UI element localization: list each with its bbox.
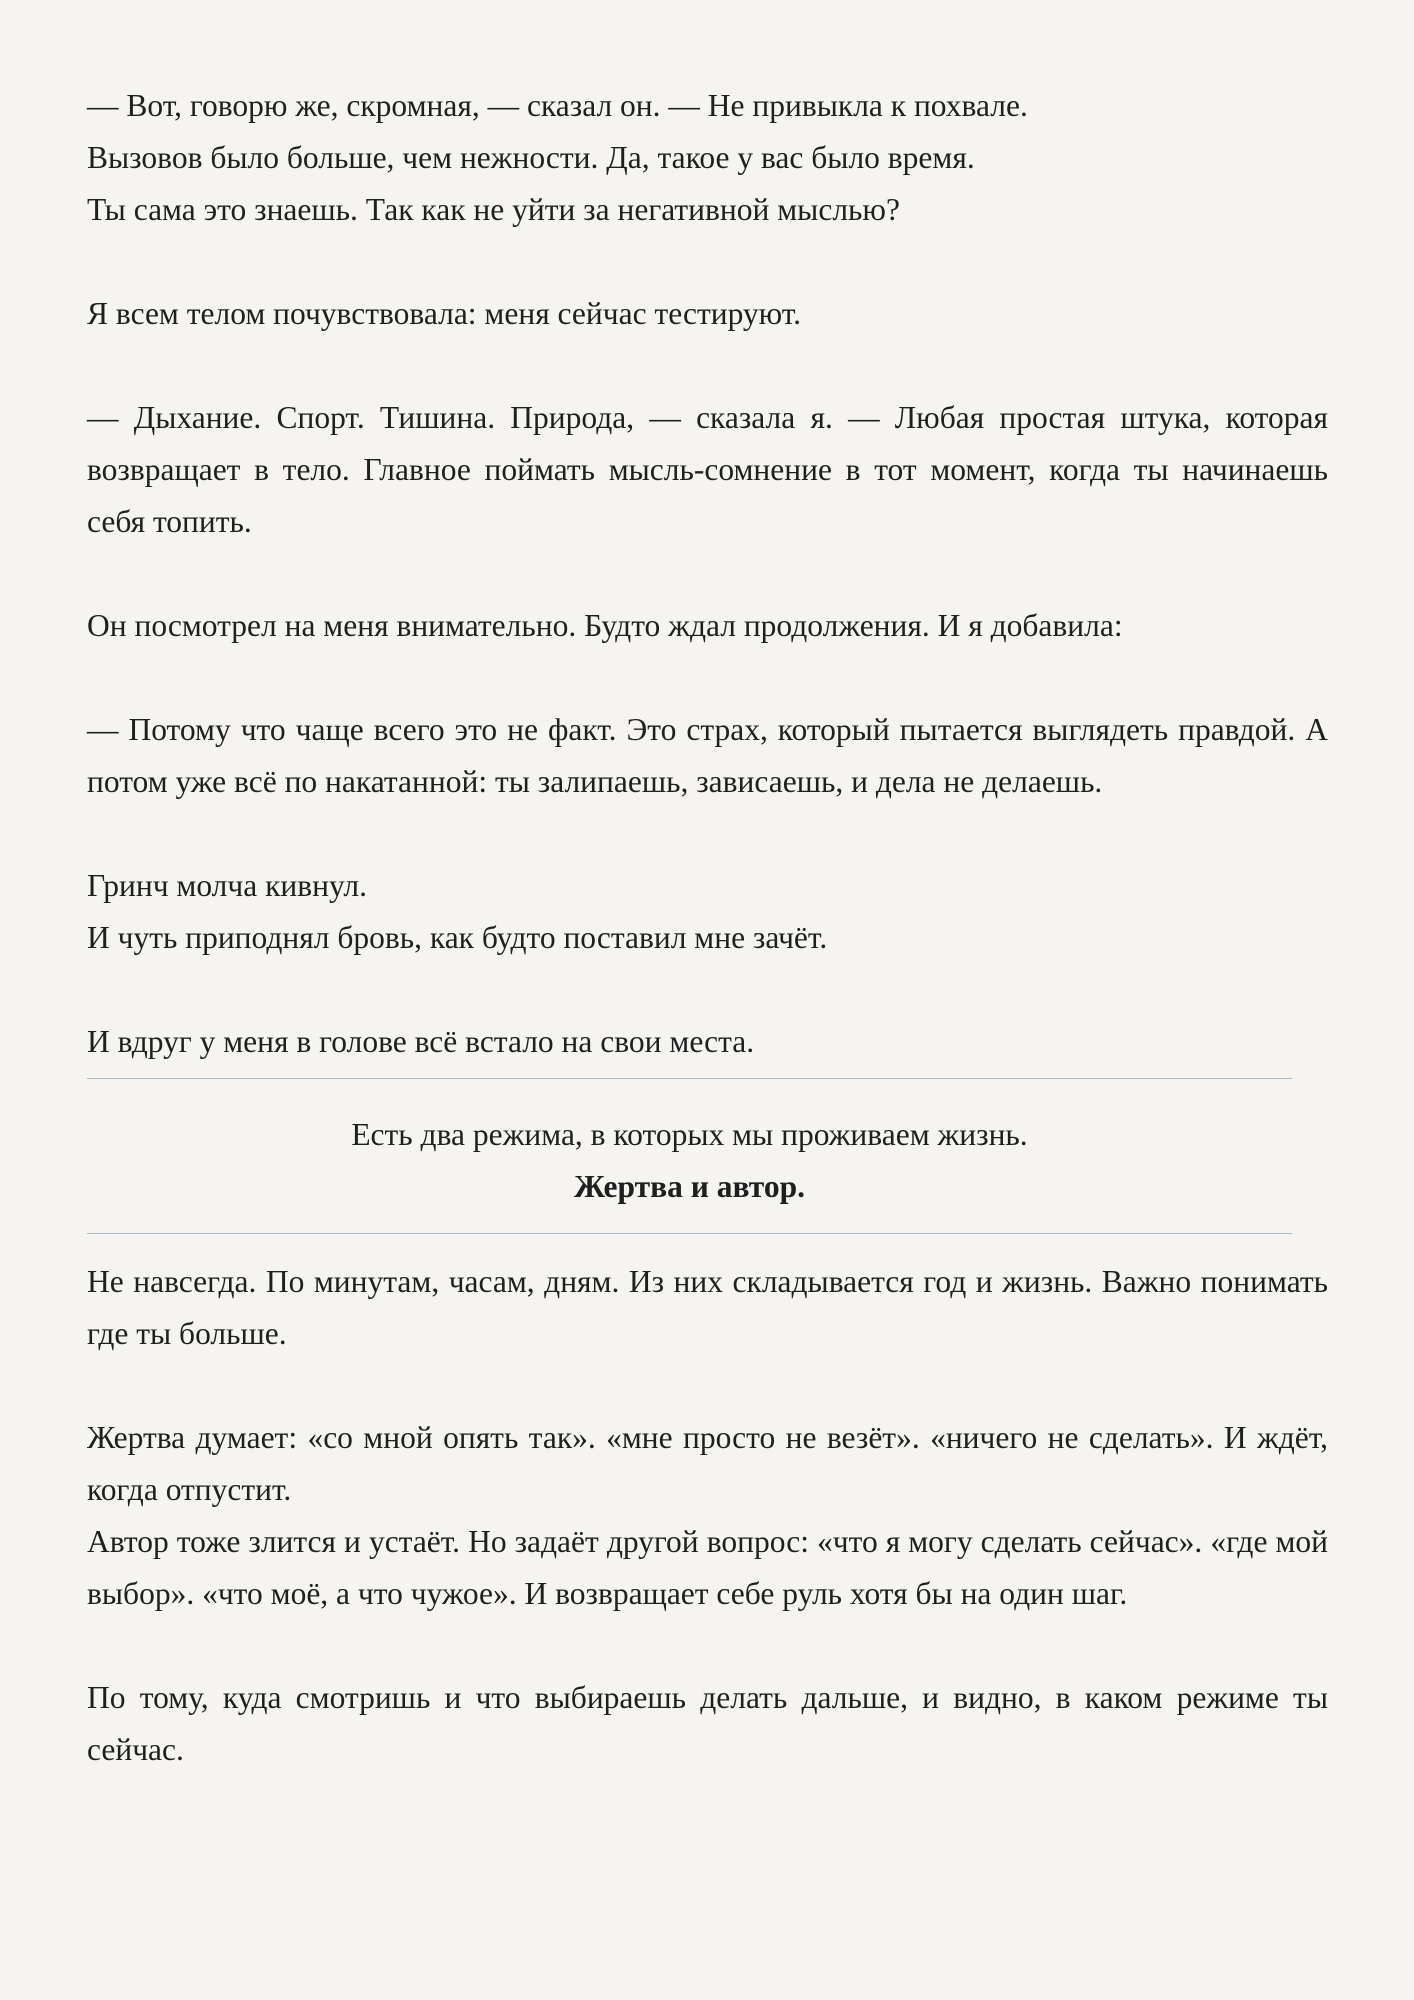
paragraph-breathing: — Дыхание. Спорт. Тишина. Природа, — сказала я. — Любая простая штука, которая возвращает в тело. Главное поймать мысль-сомнение в тот момент, когда ты начинаешь себя топить.	[87, 400, 1328, 539]
paragraph-he-looked	[87, 600, 1328, 652]
paragraph-not-forever: Не навсегда. По минутам, часам, дням. Из них складывается год и жизнь. Важно понимать где ты больше.	[87, 1264, 1328, 1351]
paragraph-author: Автор тоже злится и устаёт. Но задаёт другой вопрос: «что я могу сделать сейчас». «где мой выбор». «что моё, а что чужое». И возвращает себе руль хотя бы на один шаг.	[87, 1524, 1328, 1611]
text-line: — Вот, говорю же, скромная, — сказал он. — Не привыкла к похвале.	[87, 88, 1028, 123]
paragraph-fear: — Потому что чаще всего это не факт. Это страх, который пытается выглядеть правдой. А потом уже всё по накатанной: ты залипаешь, зависаешь, и дела не делаешь.	[87, 712, 1328, 799]
text-line: Ты сама это знаешь. Так как не уйти за негативной мыслью?	[87, 192, 900, 227]
paragraph-victim: Жертва думает: «со мной опять так». «мне просто не везёт». «ничего не сделать». И ждёт, когда отпустит.	[87, 1420, 1328, 1507]
text-line: Вызовов было больше, чем нежности. Да, такое у вас было время.	[87, 140, 975, 175]
paragraph-tested	[87, 288, 1328, 340]
paragraph-mode-conclusion: По тому, куда смотришь и что выбираешь делать дальше, и видно, в каком режиме ты сейчас.	[87, 1680, 1328, 1767]
callout-heading: Жертва и автор.	[574, 1169, 805, 1204]
callout-line: Есть два режима, в которых мы проживаем жизнь.	[351, 1117, 1028, 1152]
paragraph-realization	[87, 1016, 1328, 1068]
text-line: И вдруг у меня в голове всё встало на свои места.	[87, 1024, 755, 1059]
document-page	[87, 80, 1328, 1828]
text-line: Гринч молча кивнул.	[87, 868, 367, 903]
text-line: И чуть приподнял бровь, как будто поставил мне зачёт.	[87, 920, 828, 955]
divider-bottom	[87, 1233, 1292, 1234]
paragraph-dialogue-praise	[87, 80, 1328, 236]
text-line: Я всем телом почувствовала: меня сейчас тестируют.	[87, 296, 802, 331]
text-line: Он посмотрел на меня внимательно. Будто ждал продолжения. И я добавила:	[87, 608, 1123, 643]
callout-two-modes	[87, 1079, 1292, 1233]
paragraph-grinch-nodded	[87, 860, 1328, 964]
